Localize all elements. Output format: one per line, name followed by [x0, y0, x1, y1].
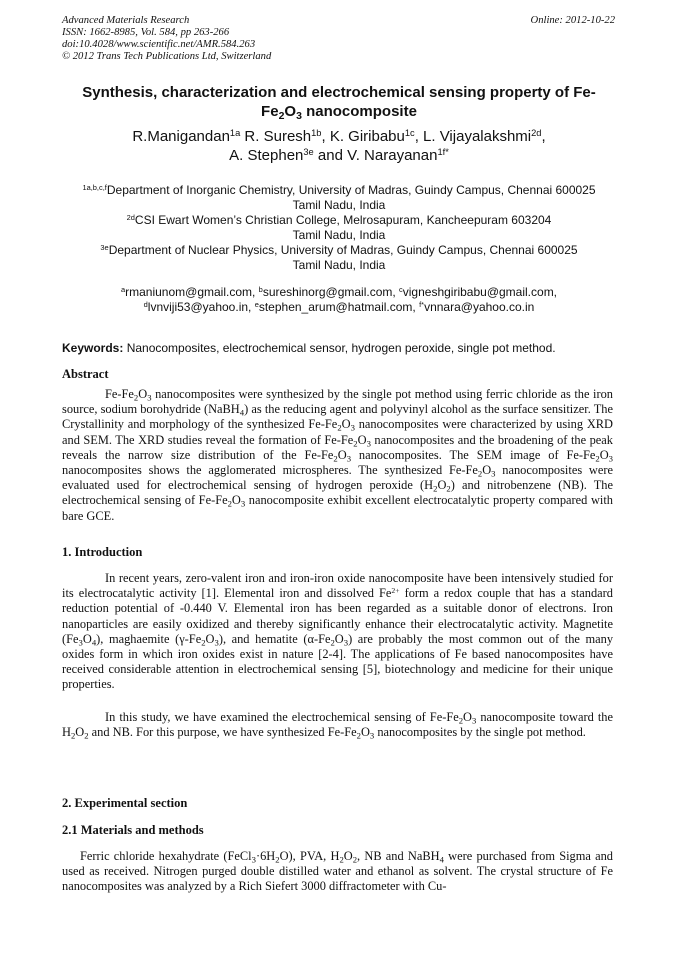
intro-heading: 1. Introduction [62, 545, 143, 559]
issn-line: ISSN: 1662-8985, Vol. 584, pp 263-266 [62, 27, 230, 38]
affiliation-1: $^{1a,b,c,f}$Department of Inorganic Chemistry, University of Madras, Guindy Campus, Chennai 600025 Tamil Nadu, India [82, 182, 596, 212]
abstract-text: $Fe-Fe_2O_3$ nanocomposites were synthesized by the single pot method using ferric chloride as the iron source, sodium borohydride (NaBH$_4$) as the reducing agent and polyvinyl alcohol as the surface sensitizer. The Crystallinity and morphology of the synthesized $Fe-Fe_2O_3$ nanocomposites were characterized by using XRD and SEM. The XRD studies reveal the formation of $Fe-Fe_2O_3$ nanocomposites and the broadening of the peak reveals the narrow size distribution of the $Fe-Fe_2O_3$ nanocomposites. The SEM image of $Fe-Fe_2O_3$ nanocomposites shows the agglomerated microspheres. The synthesized $Fe-Fe_2O_3$ nanocomposites were evaluated used for electrochemical sensing of hydrogen peroxide $(H_2O_2)$ and nitrobenzene (NB). The electrochemical sensing of $Fe-Fe_2O_3$ nanocomposite exhibit excellent electrocatalytic property compared with bare GCE. [62, 387, 614, 523]
paper-title: Synthesis, characterization and electrochemical sensing property of Fe- $Fe_2O_3$ nanocomposite [82, 84, 596, 123]
intro-paragraph-2: In this study, we have examined the electrochemical sensing of $Fe-Fe_2O_3$ nanocomposite toward the $H_2O_2$ and NB. For this purpose, we have synthesized $Fe-Fe_2O_3$ nanocomposites by the single pot method. [62, 710, 614, 741]
affiliation-2: $^{2d}$CSI Ewart Women’s Christian College, Melrosapuram, Kancheepuram 603204 Tamil Nadu, India [126, 212, 552, 242]
online-date: Online: 2012-10-22 [530, 15, 615, 26]
doi-line: doi:10.4028/www.scientific.net/AMR.584.263 [62, 39, 256, 50]
intro-paragraph-1: In recent years, zero-valent iron and iron-iron oxide nanocomposite have been intensively studied for its electrocatalytic activity [1]. Elemental iron and dissolved $Fe^{2+}$ form a redox couple that has a standard reduction potential of -0.440 V. Elemental iron has been regarded as a suitable donor of electrons. Iron nanoparticles are easily oxidized and thereby significantly enhance their electrocatalytic activity. Magnetite $(Fe_3O_4)$, maghaemite $(\gamma-Fe_2O_3)$, and hematite $(\alpha-Fe_2O_3)$ are probably the most common out of the many oxides form in which iron oxides exist in nature [2-4]. The applications of Fe based nanocomposites have received considerable attention in electrochemical sensing [5], biotechnology and medicine for their unique properties. [62, 571, 614, 692]
author-list: R.Manigandan$^{1a}$ R. Suresh$^{1b}$, K. Giribabu$^{1c}$, L. Vijayalakshmi$^{2d}$, A. Stephen$^{3e}$ and V. Narayanan$^{1f*}$ [132, 127, 546, 164]
materials-heading: 2.1 Materials and methods [62, 823, 204, 837]
copyright-line: © 2012 Trans Tech Publications Ltd, Switzerland [62, 51, 272, 62]
email-list: $^a$rmaniunom@gmail.com, $^b$sureshinorg@gmail.com, $^c$vigneshgiribabu@gmail.com, $^d$lvnviji53@yahoo.in, $^e$stephen_arum@hatmail.com, $^{f*}$vnnara@yahoo.co.in [120, 284, 558, 314]
running-header [62, 15, 615, 63]
abstract-heading: Abstract [62, 367, 109, 381]
affiliation-3: $^{3e}$Department of Nuclear Physics, University of Madras, Guindy Campus, Chennai 600025 Tamil Nadu, India [100, 242, 578, 272]
experimental-heading: 2. Experimental section [62, 796, 188, 810]
journal-name: Advanced Materials Research [62, 15, 190, 26]
materials-paragraph: Ferric chloride hexahydrate $(FeCl_3\cdot 6H_2O)$, PVA, $H_2O_2$, NB and NaBH$_4$ were purchased from Sigma and used as received. Nitrogen purged double distilled water and ethanol as solvent. The crystal structure of Fe nanocomposites was analyzed by a Rich Siefert 3000 diffractometer with Cu- [62, 849, 613, 894]
keywords: Keywords: Nanocomposites, electrochemical sensor, hydrogen peroxide, single pot method. [62, 341, 556, 355]
